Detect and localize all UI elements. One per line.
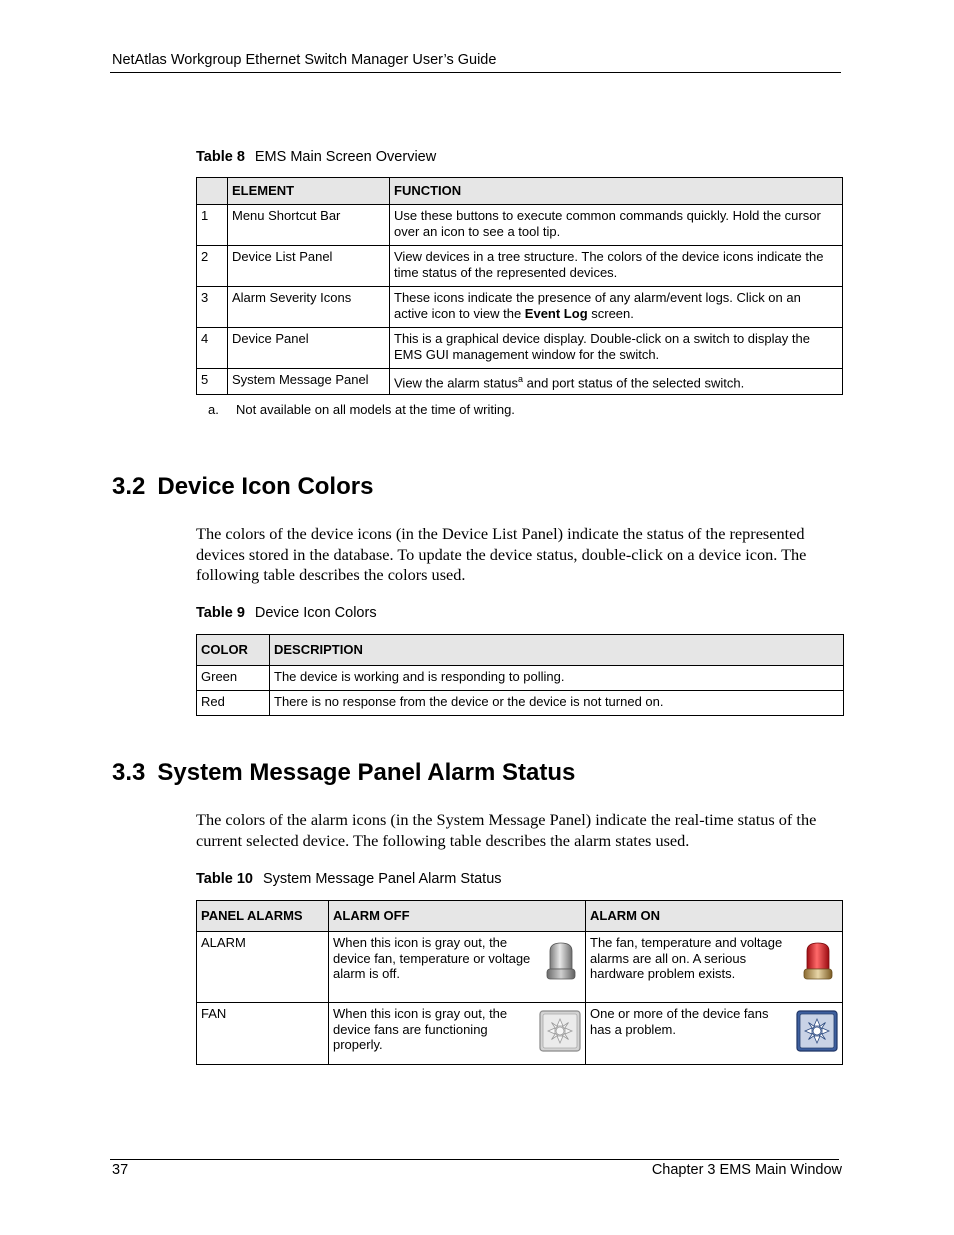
row-num: 5 — [197, 369, 228, 395]
running-header: NetAtlas Workgroup Ethernet Switch Manager User’s Guide — [112, 52, 497, 68]
gray-alarm-beacon-icon — [541, 939, 581, 983]
table10-col-on: ALARM ON — [586, 901, 843, 932]
function-text: screen. — [587, 305, 634, 321]
table-row — [197, 666, 844, 691]
alarm-on-text: One or more of the device fans has a problem. — [590, 1006, 769, 1037]
table9-header-row — [197, 635, 844, 666]
row-num: 4 — [197, 328, 228, 369]
chapter-title: Chapter 3 EMS Main Window — [651, 1162, 842, 1178]
table8-header-row — [197, 178, 843, 205]
section-title: System Message Panel Alarm Status — [157, 759, 576, 786]
table10 — [196, 900, 843, 1065]
row-panel: ALARM — [197, 932, 329, 1003]
row-function — [390, 287, 843, 328]
table9-caption — [196, 605, 377, 621]
footer-rule — [110, 1159, 839, 1160]
red-alarm-beacon-icon — [798, 939, 838, 983]
row-function: This is a graphical device display. Double-click on a switch to display the EMS GUI management window for the switch. — [390, 328, 843, 369]
table8 — [196, 177, 843, 395]
section33-paragraph: The colors of the alarm icons (in the System Message Panel) indicate the real-time status of the current selected device. The following table describes the alarm states used. — [196, 810, 817, 850]
section-heading-3-2 — [112, 473, 373, 501]
table-row — [197, 246, 843, 287]
table8-col-element: ELEMENT — [228, 178, 390, 205]
table-row — [197, 691, 844, 716]
row-function — [390, 369, 843, 395]
row-element: Device Panel — [228, 328, 390, 369]
row-color: Green — [197, 666, 270, 691]
table8-footnote — [208, 402, 515, 417]
table10-caption — [196, 871, 502, 887]
table-row — [197, 932, 843, 1003]
function-text: These icons indicate the presence of any alarm/event logs. Click on an active icon to view the — [394, 290, 801, 321]
footnote-ref: a — [518, 374, 524, 384]
table8-col-num — [197, 178, 228, 205]
table10-col-off: ALARM OFF — [329, 901, 586, 932]
alarm-on-text: The fan, temperature and voltage alarms are all on. A serious hardware problem exists. — [590, 935, 783, 981]
row-panel: FAN — [197, 1003, 329, 1065]
section-number: 3.2 — [112, 473, 146, 500]
header-rule — [110, 72, 841, 73]
table8-caption — [196, 149, 436, 165]
table8-label: Table 8 — [196, 149, 245, 165]
row-num: 3 — [197, 287, 228, 328]
table10-title: System Message Panel Alarm Status — [262, 871, 502, 887]
section-title: Device Icon Colors — [157, 473, 374, 500]
row-color: Red — [197, 691, 270, 716]
table9-title: Device Icon Colors — [254, 605, 377, 621]
section-number: 3.3 — [112, 759, 146, 786]
table-row — [197, 1003, 843, 1065]
row-element: System Message Panel — [228, 369, 390, 395]
table10-col-panel: PANEL ALARMS — [197, 901, 329, 932]
table-row — [197, 369, 843, 395]
table10-header-row — [197, 901, 843, 932]
section-heading-3-3 — [112, 759, 575, 787]
row-element: Device List Panel — [228, 246, 390, 287]
table8-col-function: FUNCTION — [390, 178, 843, 205]
table9-col-description: DESCRIPTION — [270, 635, 844, 666]
page-number: 37 — [112, 1162, 129, 1178]
table10-label: Table 10 — [196, 871, 253, 887]
footnote-mark: a. — [208, 402, 219, 417]
blue-fan-icon — [796, 1010, 838, 1052]
row-alarm-on — [586, 932, 843, 1003]
row-description: The device is working and is responding to polling. — [270, 666, 844, 691]
table-row — [197, 205, 843, 246]
row-function: Use these buttons to execute common commands quickly. Hold the cursor over an icon to see a tool tip. — [390, 205, 843, 246]
row-description: There is no response from the device or the device is not turned on. — [270, 691, 844, 716]
row-alarm-on — [586, 1003, 843, 1065]
row-alarm-off — [329, 932, 586, 1003]
table9-label: Table 9 — [196, 605, 245, 621]
function-text: and port status of the selected switch. — [523, 375, 745, 391]
table-row — [197, 328, 843, 369]
row-alarm-off — [329, 1003, 586, 1065]
alarm-off-text: When this icon is gray out, the device fan, temperature or voltage alarm is off. — [333, 935, 531, 981]
function-text: View the alarm status — [394, 375, 519, 391]
table9 — [196, 634, 844, 716]
table9-col-color: COLOR — [197, 635, 270, 666]
section32-paragraph: The colors of the device icons (in the Device List Panel) indicate the status of the represented devices stored in the database. To update the device status, double-click on a device icon. The following table describes the colors used. — [196, 524, 807, 584]
table-row — [197, 287, 843, 328]
row-num: 2 — [197, 246, 228, 287]
event-log-term: Event Log — [524, 305, 588, 321]
row-num: 1 — [197, 205, 228, 246]
row-element: Alarm Severity Icons — [228, 287, 390, 328]
row-element: Menu Shortcut Bar — [228, 205, 390, 246]
alarm-off-text: When this icon is gray out, the device fans are functioning properly. — [333, 1006, 508, 1052]
gray-fan-icon — [539, 1010, 581, 1052]
row-function: View devices in a tree structure. The colors of the device icons indicate the time status of the represented devices. — [390, 246, 843, 287]
table8-title: EMS Main Screen Overview — [254, 149, 437, 165]
footnote-text: Not available on all models at the time of writing. — [236, 402, 515, 417]
